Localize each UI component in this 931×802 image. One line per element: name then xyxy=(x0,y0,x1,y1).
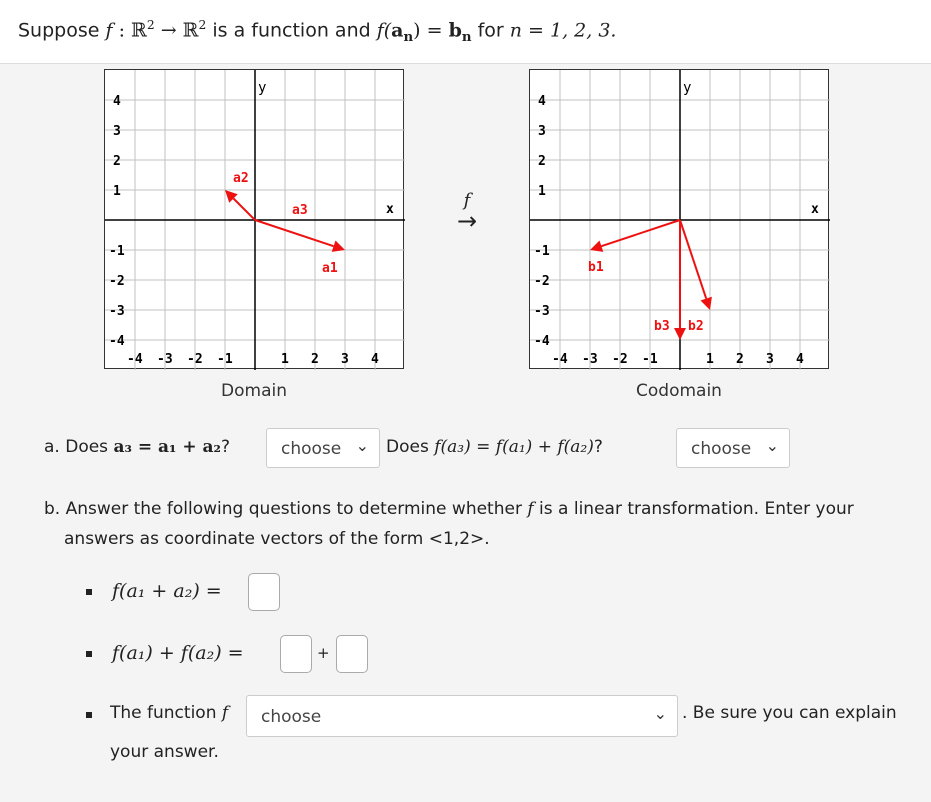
y-tick-label: -3 xyxy=(534,304,550,319)
x-tick-label: -2 xyxy=(612,352,628,367)
vector-b2-shaft xyxy=(680,220,706,299)
y-tick-label: -1 xyxy=(534,244,550,259)
x-tick-label: -4 xyxy=(127,352,143,367)
f-a2-input[interactable] xyxy=(336,635,368,673)
x-tick-label: 2 xyxy=(311,352,319,367)
codomain-graph-svg xyxy=(530,70,830,370)
y-tick-label: 2 xyxy=(113,154,121,169)
vector-a1-head xyxy=(332,241,345,252)
y-tick-label: -3 xyxy=(109,304,125,319)
part-b-instructions: b. Answer the following questions to determine whether f is a linear transformation. Enter your answers as coordinate vectors of the form <1,2>. xyxy=(44,499,854,549)
x-tick-label: 1 xyxy=(281,352,289,367)
chevron-down-icon: ⌄ xyxy=(765,436,779,455)
y-tick-label: -4 xyxy=(109,334,125,349)
x-tick-label: -4 xyxy=(552,352,568,367)
codomain-graph xyxy=(529,69,829,369)
x-tick-label: 4 xyxy=(796,352,804,367)
x-tick-label: 3 xyxy=(341,352,349,367)
domain-caption: Domain xyxy=(221,381,287,401)
vector-a2-shaft xyxy=(233,198,255,220)
y-tick-label: -2 xyxy=(109,274,125,289)
y-axis-label: y xyxy=(258,80,267,96)
vector-b3-head xyxy=(674,328,686,340)
bullet-sum-input-row: f(a₁ + a₂) = xyxy=(86,572,306,612)
vector-b1-shaft xyxy=(601,220,680,246)
x-tick-label: -2 xyxy=(187,352,203,367)
x-axis-label: x xyxy=(811,202,819,217)
part-a-question-1: a. Does a₃ = a₁ + a₂? xyxy=(44,437,231,457)
bullet-icon xyxy=(86,651,92,657)
x-tick-label: -1 xyxy=(642,352,658,367)
y-tick-label: 3 xyxy=(113,124,121,139)
y-axis-label: y xyxy=(683,80,692,96)
codomain-caption: Codomain xyxy=(636,381,722,401)
x-tick-label: 4 xyxy=(371,352,379,367)
vector-a3-label: a3 xyxy=(292,203,308,218)
vector-a1-shaft xyxy=(255,220,334,246)
vector-a1-label: a1 xyxy=(322,261,338,276)
y-tick-label: -4 xyxy=(534,334,550,349)
domain-graph xyxy=(104,69,404,369)
x-tick-label: 2 xyxy=(736,352,744,367)
x-tick-label: -1 xyxy=(217,352,233,367)
y-tick-label: 3 xyxy=(538,124,546,139)
y-tick-label: -1 xyxy=(109,244,125,259)
y-tick-label: 1 xyxy=(113,184,121,199)
bullet-linearity-row: The function f choose ⌄ . Be sure you can explain your answer. xyxy=(86,695,916,775)
bullet-icon xyxy=(86,712,92,718)
y-tick-label: 4 xyxy=(113,94,121,109)
bullet-sum-of-images-row: f(a₁) + f(a₂) = + xyxy=(86,634,386,674)
vector-a2-label: a2 xyxy=(233,171,249,186)
f-of-sum-input[interactable] xyxy=(248,573,280,611)
y-tick-label: 2 xyxy=(538,154,546,169)
problem-statement: Suppose f : ℝ$^2$ → ℝ$^2$ is a function and $f(a_n) = b_n$ for n = 1, 2, 3. xyxy=(18,18,617,46)
vector-b2-head xyxy=(701,297,712,310)
map-arrow xyxy=(450,190,484,235)
bullet-icon xyxy=(86,589,92,595)
x-tick-label: -3 xyxy=(582,352,598,367)
f-a1-input[interactable] xyxy=(280,635,312,673)
vector-b1-head xyxy=(590,241,603,252)
x-tick-label: -3 xyxy=(157,352,173,367)
part-a-question-2: Does f(a₃) = f(a₁) + f(a₂)? xyxy=(386,437,603,457)
domain-graph-svg xyxy=(105,70,405,370)
x-tick-label: 1 xyxy=(706,352,714,367)
map-arrow-label: f xyxy=(463,190,471,211)
y-tick-label: 1 xyxy=(538,184,546,199)
chevron-down-icon: ⌄ xyxy=(653,704,667,723)
y-tick-label: 4 xyxy=(538,94,546,109)
x-tick-label: 3 xyxy=(766,352,774,367)
vector-b3-label: b3 xyxy=(654,319,670,334)
vector-b1-label: b1 xyxy=(588,260,604,275)
part-a-select-2[interactable]: choose ⌄ xyxy=(676,428,790,468)
x-axis-label: x xyxy=(386,202,394,217)
y-tick-label: -2 xyxy=(534,274,550,289)
chevron-down-icon: ⌄ xyxy=(355,436,369,455)
problem-header xyxy=(0,0,931,64)
part-a-select-1[interactable]: choose ⌄ xyxy=(266,428,380,468)
linearity-select[interactable]: choose ⌄ xyxy=(246,695,678,737)
right-arrow-icon: → xyxy=(456,207,478,235)
vector-b2-label: b2 xyxy=(688,319,704,334)
